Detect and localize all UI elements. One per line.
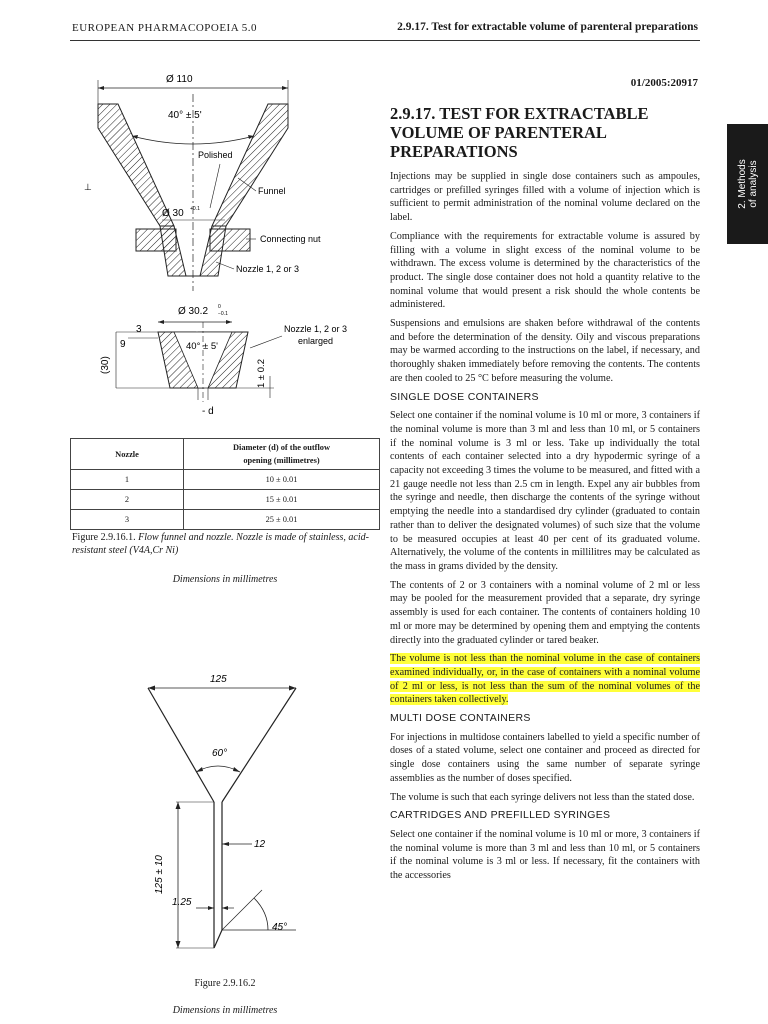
paragraph: The volume is such that each syringe delivers not less than the stated dose. bbox=[390, 791, 695, 803]
highlighted-text: The volume is not less than the nominal volume in the case of containers examined individually, or, in the case of containers with a nominal volume of 2 ml or less, is not less than the sum of the nominal volumes of the containers taken collectively. bbox=[390, 653, 700, 706]
table-row bbox=[71, 510, 380, 530]
funnel-wall-right bbox=[212, 104, 288, 226]
dia30-label: Ø 30 bbox=[162, 208, 184, 219]
table-row bbox=[71, 490, 380, 510]
funnel-cone-right bbox=[222, 688, 296, 802]
nozzle-enlarged-label-1: Nozzle 1, 2 or 3 bbox=[284, 324, 348, 334]
cut-angle-label: 45° bbox=[272, 922, 288, 933]
nozzle-left bbox=[160, 226, 186, 276]
subheading-multi-dose: MULTI DOSE CONTAINERS bbox=[390, 712, 531, 725]
width-label: 125 bbox=[210, 674, 227, 685]
enlarged-angle-label: 40° ± 5' bbox=[186, 341, 218, 352]
angle-label: 40° ± 5' bbox=[168, 110, 202, 121]
figure2-caption: Figure 2.9.16.2 bbox=[194, 978, 256, 989]
subheading-single-dose: SINGLE DOSE CONTAINERS bbox=[390, 390, 539, 403]
table-row bbox=[71, 470, 380, 490]
highlighted-paragraph bbox=[390, 652, 700, 707]
table-header-row bbox=[71, 439, 380, 470]
figure1-dimensions-note: Dimensions in millimetres bbox=[172, 574, 278, 585]
diameter-cell: 15 ± 0.01 bbox=[184, 490, 380, 510]
nozzle-enlarged-label-2: enlarged bbox=[298, 336, 334, 346]
figure1-number: Figure 2.9.16.1. bbox=[72, 532, 136, 543]
dia-top-label: Ø 110 bbox=[166, 74, 193, 85]
paragraph: Select one container if the nominal volume is 10 ml or more, 3 containers if the nominal volume is more than 3 ml and less than 10 ml, or 5 containers if the nominal volume is 3 ml or less. If necessary, fit the containers with the accessories bbox=[390, 828, 700, 882]
nozzle-cell: 3 bbox=[71, 510, 184, 530]
header-line2: opening (millimetres) bbox=[243, 456, 320, 465]
stem-width-label: 12 bbox=[254, 839, 266, 850]
body-text-column bbox=[390, 170, 700, 888]
nozzle-label: Nozzle 1, 2 or 3 bbox=[236, 264, 300, 274]
dim-d-label: - d bbox=[202, 406, 214, 417]
paragraph: Compliance with the requirements for extractable volume is assured by filling with a volume in slight excess of the nominal volume to be withdrawn. The excess volume is determined by the characteristics of the product. The single dose container does not hold a quantity relative to the nominal volume that would present a risk should the whole contents be administered. bbox=[390, 230, 700, 311]
table-header-diameter bbox=[184, 439, 380, 470]
running-header-right: 2.9.17. Test for extractable volume of parenteral preparations bbox=[397, 21, 698, 33]
bore-label: 1.25 bbox=[172, 897, 192, 908]
document-id: 01/2005:20917 bbox=[630, 77, 698, 89]
dia302-tol-top: 0 bbox=[218, 304, 221, 310]
nozzle-cell: 2 bbox=[71, 490, 184, 510]
section-side-tab bbox=[727, 124, 768, 244]
nozzle-table bbox=[70, 438, 380, 530]
nozzle-cell: 1 bbox=[71, 470, 184, 490]
connecting-nut-label: Connecting nut bbox=[260, 234, 321, 244]
paragraph: Suspensions and emulsions are shaken before withdrawal of the contents and before the determination of the density. Oily and viscous preparations may be warmed according to the instructions on the label, if necessary, and thoroughly shaken immediately before removing the contents. The contents are then cooled to 25 °C before measuring the volume. bbox=[390, 318, 700, 384]
figure2-dimensions-note: Dimensions in millimetres bbox=[172, 1005, 278, 1016]
svg-text:⊥: ⊥ bbox=[84, 182, 92, 192]
paragraph: Injections may be supplied in single dose containers such as ampoules, cartridges or prefilled syringes filled with a volume of injection which is sufficient to permit administration of the nominal volume declared on the label. bbox=[390, 171, 700, 224]
diameter-cell: 10 ± 0.01 bbox=[184, 470, 380, 490]
dia302-tol-bottom: −0.1 bbox=[218, 311, 228, 317]
side-tab-line2: of analysis bbox=[747, 160, 759, 208]
subheading-cartridges: CARTRIDGES AND PREFILLED SYRINGES bbox=[390, 809, 611, 822]
stem-height-label: 125 ± 10 bbox=[154, 855, 165, 894]
header-line1: Diameter (d) of the outflow bbox=[232, 443, 331, 452]
funnel-label: Funnel bbox=[258, 186, 286, 196]
running-header-left: EUROPEAN PHARMACOPOEIA 5.0 bbox=[72, 22, 258, 34]
paragraph: Select one container if the nominal volume is 10 ml or more, 3 containers if the nominal volume is more than 3 ml and less than 10 ml, or 5 containers if the nominal volume is 3 ml or less. Take up individually the total contents of each container selected into a dry hypodermic syringe of a capacity not exceeding 3 times the volume to be measured, and fitted with a 21 gauge needle not less than 2.5 cm in length. Expel any air bubbles from the syringe and needle, then discharge the contents of the syringe without emptying the needle into a standardised dry cylinder (graduated to contain rather than to deliver the designated volumes) of such size that the volume to be measured occupies at least 40 per cent of its graduated volume. Alternatively, the volume of the contents in millilitres may be calculated as the mass in grams divided by the density. bbox=[390, 410, 700, 572]
paragraph: The contents of 2 or 3 containers with a nominal volume of 2 ml or less may be pooled for the measurement provided that a separate, dry syringe assembly is used for each container. The contents of containers holding 10 ml or more may be determined by opening them and emptying the contents directly into the graduated cylinder or tared beaker. bbox=[390, 579, 700, 646]
diameter-cell: 25 ± 0.01 bbox=[184, 510, 380, 530]
dim-9-label: 9 bbox=[120, 339, 126, 350]
dim-30-label: (30) bbox=[100, 356, 111, 374]
side-tab-label bbox=[737, 159, 759, 208]
table-header-nozzle: Nozzle bbox=[71, 439, 184, 470]
dia302-label: Ø 30.2 bbox=[178, 306, 209, 317]
dia30-tolerance: +0.1 bbox=[190, 206, 200, 212]
section-title: 2.9.17. TEST FOR EXTRACTABLE VOLUME OF PARENTERAL PREPARATIONS bbox=[390, 104, 649, 161]
dim-tol-label: 1 ± 0.2 bbox=[256, 359, 267, 388]
figure1-caption-text: Flow funnel and nozzle. Nozzle is made of stainless, acid-resistant steel (V4A,Cr Ni) bbox=[72, 532, 369, 556]
dim-3-label: 3 bbox=[136, 324, 142, 335]
flow-funnel-diagram bbox=[70, 66, 390, 426]
nozzle-right bbox=[200, 226, 226, 276]
side-tab-line1: 2. Methods bbox=[736, 159, 748, 209]
cone-angle-label: 60° bbox=[212, 748, 228, 759]
funnel-cone-left bbox=[148, 688, 214, 802]
funnel-diagram bbox=[130, 668, 330, 958]
header-rule bbox=[70, 40, 700, 41]
paragraph: For injections in multidose containers labelled to yield a specific number of doses of a stated volume, select one container and proceed as directed for single dose containers using the same number of separate syringe assemblies as the number of doses specified. bbox=[390, 731, 700, 784]
figure1-caption bbox=[72, 531, 372, 557]
polished-label: Polished bbox=[198, 150, 233, 160]
